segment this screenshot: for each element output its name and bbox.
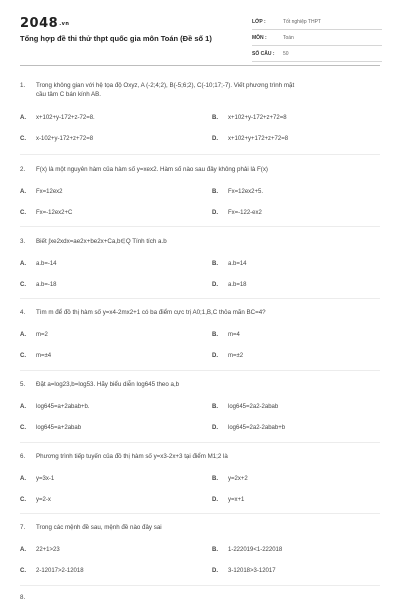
question-text: Đặt a=log23,b=log53. Hãy biểu diễn log645 theo a,b <box>36 381 180 388</box>
question-8 <box>20 593 380 602</box>
meta-label: LỚP : <box>252 18 266 25</box>
question-text: Trong các mệnh đề sau, mệnh đề nào đây sai <box>36 524 162 531</box>
option-text: y=x+1 <box>228 497 245 503</box>
question-text-line: Trong không gian với hệ tọa độ Oxyz, A (-2;4;2), B(-5;6;2), C(-10;17;-7). Viết phương trình mặt <box>36 82 295 89</box>
option-text: m=2 <box>36 332 48 338</box>
option-text: Fx=12ex2 <box>36 189 63 195</box>
option-b[interactable] <box>212 332 240 338</box>
question-text: Tìm m để đồ thị hàm số y=x4-2mx2+1 có ba điểm cực trị A0;1,B,C thỏa mãn BC=4? <box>36 309 266 316</box>
option-text: log645=a+2abab+b. <box>36 404 90 410</box>
question-divider <box>20 513 380 514</box>
option-b[interactable] <box>212 547 282 553</box>
meta-value: Toán <box>283 34 294 41</box>
question-stem <box>20 452 380 461</box>
option-text: a.b=18 <box>228 282 247 288</box>
option-letter: D. <box>212 497 218 503</box>
option-b[interactable] <box>212 189 263 195</box>
option-text: x-102+y-172+z+72=8 <box>36 136 94 142</box>
meta-label: MÔN : <box>252 34 267 41</box>
option-letter: C. <box>20 568 26 574</box>
option-a[interactable] <box>20 261 57 267</box>
question-stem <box>20 237 380 246</box>
question-divider <box>20 370 380 371</box>
option-letter: A. <box>20 115 26 121</box>
option-text: Fx=12ex2+5. <box>228 189 264 195</box>
option-letter: D. <box>212 282 218 288</box>
option-text: log645=a+2abab <box>36 425 82 431</box>
option-letter: B. <box>212 332 218 338</box>
option-a[interactable] <box>20 404 90 410</box>
question-number: 4. <box>20 309 26 316</box>
option-c[interactable] <box>20 497 51 503</box>
option-letter: C. <box>20 282 26 288</box>
option-a[interactable] <box>20 476 54 482</box>
question-number: 5. <box>20 381 26 388</box>
option-d[interactable] <box>212 136 288 142</box>
question-number: 6. <box>20 453 26 460</box>
option-letter: A. <box>20 189 26 195</box>
option-text: Fx=-122-ex2 <box>228 210 262 216</box>
option-text: 1-222019<1-222018 <box>228 547 283 553</box>
logo-text: 2048 <box>20 16 59 31</box>
option-text: log645=2a2-2abab <box>228 404 279 410</box>
option-letter: D. <box>212 425 218 431</box>
option-d[interactable] <box>212 210 262 216</box>
option-text: Fx=-12ex2+C <box>36 210 73 216</box>
option-text: x+102+y+172+z+72=8 <box>228 136 289 142</box>
option-b[interactable] <box>212 115 287 121</box>
option-letter: A. <box>20 476 26 482</box>
option-a[interactable] <box>20 547 60 553</box>
question-stem <box>20 380 380 389</box>
option-text: m=±4 <box>36 353 52 359</box>
option-letter: D. <box>212 136 218 142</box>
option-letter: C. <box>20 210 26 216</box>
option-letter: D. <box>212 568 218 574</box>
option-letter: A. <box>20 332 26 338</box>
option-c[interactable] <box>20 353 51 359</box>
meta-label: SỐ CÂU : <box>252 50 275 57</box>
option-text: a.b=14 <box>228 261 247 267</box>
option-b[interactable] <box>212 404 278 410</box>
option-text: m=±2 <box>228 353 244 359</box>
question-stem <box>20 523 380 532</box>
option-text: x+102+y-172+z-72=8. <box>36 115 95 121</box>
question-7 <box>20 523 380 574</box>
option-letter: B. <box>212 189 218 195</box>
meta-row-subject <box>252 30 382 46</box>
option-d[interactable] <box>212 282 247 288</box>
option-letter: D. <box>212 210 218 216</box>
question-divider <box>20 442 380 443</box>
option-letter: B. <box>212 476 218 482</box>
question-divider <box>20 585 380 586</box>
question-stem <box>20 81 380 99</box>
option-letter: A. <box>20 261 26 267</box>
meta-row-class <box>252 14 382 30</box>
option-letter: B. <box>212 261 218 267</box>
option-letter: B. <box>212 404 218 410</box>
option-letter: A. <box>20 547 26 553</box>
question-divider <box>20 226 380 227</box>
option-text: m=4 <box>228 332 240 338</box>
option-text: 22+1>23 <box>36 547 60 553</box>
logo-domain: .vn <box>59 20 70 27</box>
meta-row-count <box>252 46 382 62</box>
option-letter: C. <box>20 136 26 142</box>
option-c[interactable] <box>20 425 81 431</box>
option-b[interactable] <box>212 476 248 482</box>
question-5 <box>20 380 380 431</box>
question-2 <box>20 165 380 216</box>
question-number: 7. <box>20 524 26 531</box>
option-letter: D. <box>212 353 218 359</box>
meta-value: 50 <box>283 50 289 57</box>
option-text: a.b=-18 <box>36 282 57 288</box>
option-letter: B. <box>212 547 218 553</box>
question-number: 1. <box>20 82 26 89</box>
option-d[interactable] <box>212 568 276 574</box>
option-letter: B. <box>212 115 218 121</box>
option-text: y=3x-1 <box>36 476 55 482</box>
question-divider <box>20 298 380 299</box>
option-letter: C. <box>20 353 26 359</box>
question-stem <box>20 308 380 317</box>
page-title: Tổng hợp đề thi thử thpt quốc gia môn Toán (Đề số 1) <box>20 34 212 43</box>
option-letter: C. <box>20 425 26 431</box>
option-c[interactable] <box>20 568 84 574</box>
question-number: 3. <box>20 238 26 245</box>
option-text: log645=2a2-2abab+b <box>228 425 286 431</box>
option-a[interactable] <box>20 189 63 195</box>
option-c[interactable] <box>20 282 57 288</box>
site-logo[interactable] <box>20 16 69 31</box>
exam-meta <box>252 14 382 62</box>
option-a[interactable] <box>20 332 48 338</box>
option-c[interactable] <box>20 136 93 142</box>
option-text: y=2x+2 <box>228 476 248 482</box>
question-number: 8. <box>20 594 26 601</box>
question-stem <box>20 593 380 602</box>
option-text: a.b=-14 <box>36 261 57 267</box>
question-text: Biết ∫xe2xdx=ae2x+be2x+Ca,b∈Q Tính tích a.b <box>36 238 167 245</box>
question-4 <box>20 308 380 359</box>
question-text: F(x) là một nguyên hàm của hàm số y=xex2. Hàm số nào sau đây không phải là F(x) <box>36 166 268 173</box>
question-text: Phương trình tiếp tuyến của đồ thị hàm số y=x3-2x+3 tại điểm M1;2 là <box>36 453 228 460</box>
option-text: 3-12018>3-12017 <box>228 568 276 574</box>
question-6 <box>20 452 380 503</box>
option-text: x+102+y-172+z+72=8 <box>228 115 287 121</box>
question-text <box>36 81 294 99</box>
question-number: 2. <box>20 166 26 173</box>
question-1 <box>20 81 380 142</box>
option-letter: A. <box>20 404 26 410</box>
question-stem <box>20 165 380 174</box>
question-text-line: cầu tâm C bán kính AB. <box>36 91 102 98</box>
option-a[interactable] <box>20 115 95 121</box>
option-text: y=2-x <box>36 497 51 503</box>
option-text: 2-12017>2-12018 <box>36 568 84 574</box>
header-divider <box>20 65 380 66</box>
option-d[interactable] <box>212 425 285 431</box>
question-3 <box>20 237 380 288</box>
option-letter: C. <box>20 497 26 503</box>
option-c[interactable] <box>20 210 72 216</box>
option-b[interactable] <box>212 261 247 267</box>
question-divider <box>20 154 380 155</box>
option-d[interactable] <box>212 497 244 503</box>
option-d[interactable] <box>212 353 243 359</box>
meta-value: Tốt nghiệp THPT <box>283 18 321 25</box>
